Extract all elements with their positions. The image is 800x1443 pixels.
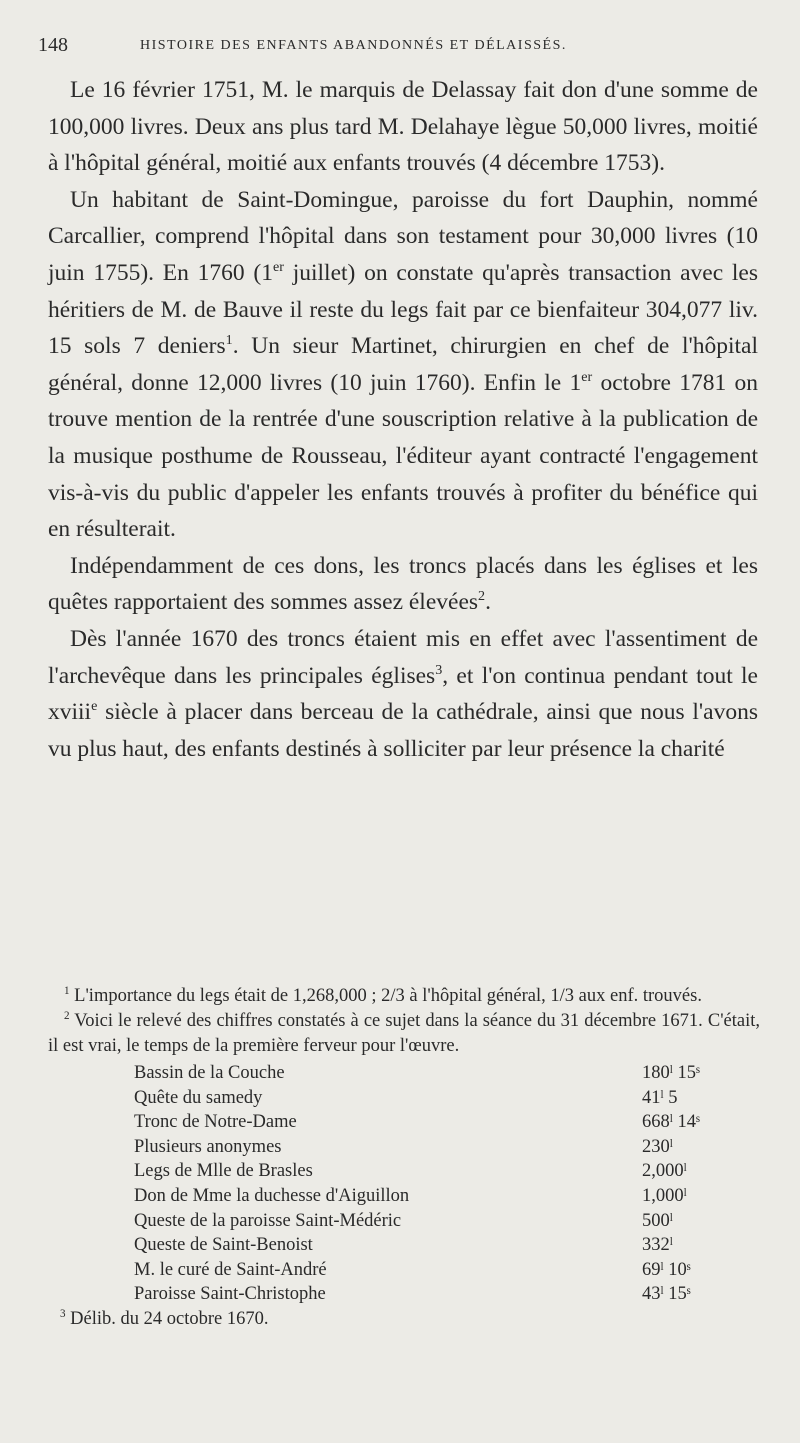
paragraph-2-text-b: juillet) on constate qu'après transaction avec les héritiers de M. de Bauve il reste du legs fait par ce bienfaiteur 304,077 liv. 15 sols 7 deniers xyxy=(48,259,758,360)
footnotes xyxy=(48,984,760,1332)
footnote-mark: 1 xyxy=(64,984,70,997)
row-label: M. le curé de Saint-André xyxy=(134,1259,327,1280)
footnote-2-text: Voici le relevé des chiffres constatés à ce sujet dans la séance du 31 décembre 1671. C'était, il est vrai, le temps de la première ferveur pour l'œuvre. xyxy=(48,1011,760,1056)
footnote-3 xyxy=(48,1307,760,1332)
row-amount: 41ˡ 5 xyxy=(642,1087,678,1108)
table-row xyxy=(134,1258,718,1283)
table-row xyxy=(134,1110,718,1135)
paragraph-4-text-a: Dès l'année 1670 des troncs étaient mis en effet avec l'assentiment de l'archevêque dans les principales églises xyxy=(48,625,758,689)
row-label: Quête du samedy xyxy=(134,1087,263,1108)
table-row xyxy=(134,1184,718,1209)
page-number: 148 xyxy=(38,34,68,56)
row-amount: 69ˡ 10ˢ xyxy=(642,1259,691,1280)
footnote-ref-2: 2 xyxy=(478,588,486,605)
table-row xyxy=(134,1159,718,1184)
table-row xyxy=(134,1086,718,1111)
paragraph-2-text-d: octobre 1781 on trouve mention de la rentrée d'une souscription relative à la publication de la musique posthume de Rousseau, l'éditeur ayant contracté l'engagement vis-à-vis du public d'appeler les enfants trouvés à profiter du bénéfice qui en résulterait. xyxy=(48,369,759,543)
table-row xyxy=(134,1209,718,1234)
paragraph-3-text-b: . xyxy=(485,589,491,616)
table-row xyxy=(134,1282,718,1307)
row-amount: 500ˡ xyxy=(642,1210,673,1231)
footnote-ref-1: 1 xyxy=(225,332,233,349)
footnote-2 xyxy=(48,1009,760,1059)
paragraph-1-text: Le 16 février 1751, M. le marquis de Delassay fait don d'une somme de 100,000 livres. Deux ans plus tard M. Delahaye lègue 50,000 livres, moitié à l'hôpital général, moitié aux enfants trouvés (4 décembre 1753). xyxy=(48,77,758,177)
footnote-mark: 3 xyxy=(60,1307,66,1320)
footnote-ref-3: 3 xyxy=(435,661,443,678)
paragraph-2 xyxy=(48,182,758,548)
footnote-1-text: L'importance du legs était de 1,268,000 ; 2/3 à l'hôpital général, 1/3 aux enf. trouvés. xyxy=(69,986,702,1006)
row-label: Plusieurs anonymes xyxy=(134,1136,282,1157)
ordinal-sup: er xyxy=(581,368,593,385)
paragraph-2-text-a: Un habitant de Saint-Domingue, paroisse du fort Dauphin, nommé Carcallier, comprend l'hôpital dans son testament pour 30,000 livres (10 juin 1755). En 1760 (1 xyxy=(48,186,758,286)
row-label: Don de Mme la duchesse d'Aiguillon xyxy=(134,1185,410,1206)
row-amount: 1,000ˡ xyxy=(642,1185,687,1206)
row-label: Paroisse Saint-Christophe xyxy=(134,1284,326,1305)
table-row xyxy=(134,1135,718,1160)
row-amount: 2,000ˡ xyxy=(642,1161,687,1182)
paragraph-4-text-b: , et l'on continua pendant tout le xviii xyxy=(48,662,758,726)
century-sup: e xyxy=(91,698,98,715)
footnote-1 xyxy=(48,984,760,1009)
footnote-mark: 2 xyxy=(64,1009,70,1022)
table-row xyxy=(134,1233,718,1258)
page-header xyxy=(38,34,758,64)
row-label: Tronc de Notre-Dame xyxy=(134,1112,297,1133)
row-label: Legs de Mlle de Brasles xyxy=(134,1161,313,1182)
paragraph-1 xyxy=(48,72,758,182)
donations-table xyxy=(134,1061,718,1307)
row-label: Queste de la paroisse Saint-Médéric xyxy=(134,1210,402,1231)
row-label: Queste de Saint-Benoist xyxy=(134,1235,313,1256)
row-amount: 180ˡ 15ˢ xyxy=(642,1063,700,1083)
row-amount: 230ˡ xyxy=(642,1136,673,1157)
paragraph-3-text-a: Indépendamment de ces dons, les troncs placés dans les églises et les quêtes rapportaient des sommes assez élevées xyxy=(48,552,758,616)
row-amount: 332ˡ xyxy=(642,1235,673,1256)
footnote-3-text: Délib. du 24 octobre 1670. xyxy=(65,1308,269,1329)
ordinal-sup: er xyxy=(273,259,284,276)
paragraph-3 xyxy=(48,548,758,621)
paragraph-2-text-c: . Un sieur Martinet, chirurgien en chef de l'hôpital général, donne 12,000 livres (10 juin 1760). Enfin le 1 xyxy=(48,333,758,396)
table-row xyxy=(134,1061,718,1086)
main-text xyxy=(48,72,758,767)
row-label: Bassin de la Couche xyxy=(134,1063,285,1083)
paragraph-4-text-c: siècle à placer dans berceau de la cathédrale, ainsi que nous l'avons vu plus haut, des enfants destinés à solliciter par leur présence la charité xyxy=(48,699,758,762)
row-amount: 43ˡ 15ˢ xyxy=(642,1284,691,1305)
paragraph-4 xyxy=(48,621,758,767)
running-title: HISTOIRE DES ENFANTS ABANDONNÉS ET DÉLAISSÉS. xyxy=(140,38,567,53)
row-amount: 668ˡ 14ˢ xyxy=(642,1112,700,1133)
